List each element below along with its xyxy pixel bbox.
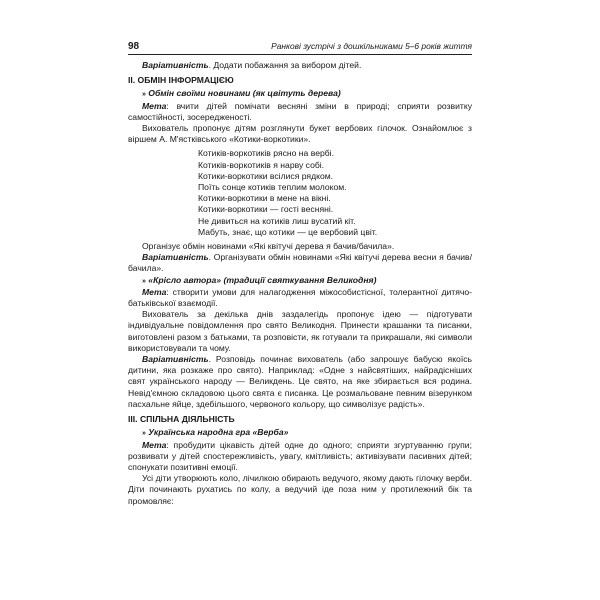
paragraph-exchange: Організує обмін новинами «Які квітучі дерева я бачив/бачила». xyxy=(142,241,395,252)
subheading-news xyxy=(128,88,472,100)
goal-paragraph-1 xyxy=(128,101,472,123)
variativity-paragraph-2 xyxy=(128,252,472,274)
goal-text: : вчити дітей помічати весняні зміни в природі; сприяти розвитку самостійності, зосередженості. xyxy=(128,100,472,122)
poem-line: Котики-воркотики — гості весняні. xyxy=(198,204,334,215)
variativity-text: . Додати побажання за вибором дітей. xyxy=(208,60,362,70)
double-arrow-icon: » xyxy=(142,277,146,285)
subheading-game xyxy=(128,427,472,439)
poem-line: Мабуть, знає, що котики — це вербовий цвіт. xyxy=(198,226,378,237)
variativity-paragraph-3 xyxy=(128,354,472,410)
poem-line: Котики-воркотики всілися рядком. xyxy=(198,170,334,181)
variativity-label: Варіативність xyxy=(142,60,209,70)
paragraph-game-rules: Усі діти утворюють коло, лічилкою обирають ведучого, якому дають гілочку верби. Діти починають рухатись по колу, а ведучий іде поза ним у протилежний бік та промовляє: xyxy=(128,473,472,506)
poem-line: Котиків-воркотиків я нарву собі. xyxy=(198,159,325,170)
variativity-label: Варіативність xyxy=(142,252,209,263)
poem xyxy=(198,148,472,238)
goal-text: : пробудити цікавість дітей одне до одного; сприяти згуртуванню групи; розвивати у дітей спостережливість, увагу, кмітливість; активізувати пасивних дітей; спонукати позитивні емоції. xyxy=(128,439,472,472)
goal-text: : створити умови для налагодження міжособистісної, толерантної дитячо-батьківської взаємодії. xyxy=(128,286,472,309)
paragraph-easter: Вихователь за декілька днів заздалегідь пропонує ідею — підготувати індивідуальне повідомлення про свято Великодня. Принести крашанки та писанки, виготовлені разом з батьками, та розповісти, як готували та прикрашали, які символи використовували та чому. xyxy=(128,309,472,353)
variativity-paragraph-1 xyxy=(128,60,472,71)
book-page xyxy=(128,40,472,580)
page-content xyxy=(128,60,472,507)
poem-line: Котики-воркотики в мене на вікні. xyxy=(198,193,331,204)
variativity-text: . Організувати обмін новинами «Які квітучі дерева весни я бачив/бачила». xyxy=(128,252,472,274)
goal-label: Мета xyxy=(142,100,167,111)
running-title: Ранкові зустрічі з дошкільниками 5–6 років життя xyxy=(271,41,472,51)
goal-label: Мета xyxy=(142,286,167,297)
subheading-text: Обмін своїми новинами (як цвітуть дерева) xyxy=(148,88,341,99)
poem-line: Котиків-воркотиків рясно на вербі. xyxy=(198,148,334,159)
section-heading-exchange: II. ОБМІН ІНФОРМАЦІЄЮ xyxy=(128,75,234,86)
subheading-author-chair xyxy=(128,275,472,287)
poem-line: Поїть сонце котиків теплим молоком. xyxy=(198,182,347,193)
variativity-label: Варіативність xyxy=(142,354,209,365)
goal-paragraph-2 xyxy=(128,287,472,309)
goal-paragraph-3 xyxy=(128,440,472,474)
paragraph-intro-poem: Вихователь пропонує дітям розглянути букет вербових гілочок. Ознайомлює з віршем А. М'ястківського «Котики-воркотики». xyxy=(128,123,472,145)
double-arrow-icon: » xyxy=(142,430,146,438)
variativity-text: . Розповідь починає вихователь (або запрошує бабусю якоїсь дитини, яка розкаже про свято). Наприклад: «Одне з найсвятіших, найрадісніших свят українського народу — Великдень. Це свято, на яке збирається вся родина. Невід'ємною складовою цього свята є писанка. Це розмальоване певним візерунком пасхальне яйце, здебільшого, червоного кольору, що символізує радість». xyxy=(128,354,472,409)
poem-line: Не дивиться на котиків лиш вусатий кіт. xyxy=(198,215,356,226)
page-header xyxy=(128,40,472,55)
subheading-text: Українська народна гра «Верба» xyxy=(148,427,289,438)
subheading-text: «Крісло автора» (традиції святкування Великодня) xyxy=(148,274,377,285)
goal-label: Мета xyxy=(142,439,167,450)
section-heading-joint-activity: III. СПІЛЬНА ДІЯЛЬНІСТЬ xyxy=(128,414,235,425)
page-number: 98 xyxy=(128,41,140,52)
double-arrow-icon: » xyxy=(142,91,146,99)
